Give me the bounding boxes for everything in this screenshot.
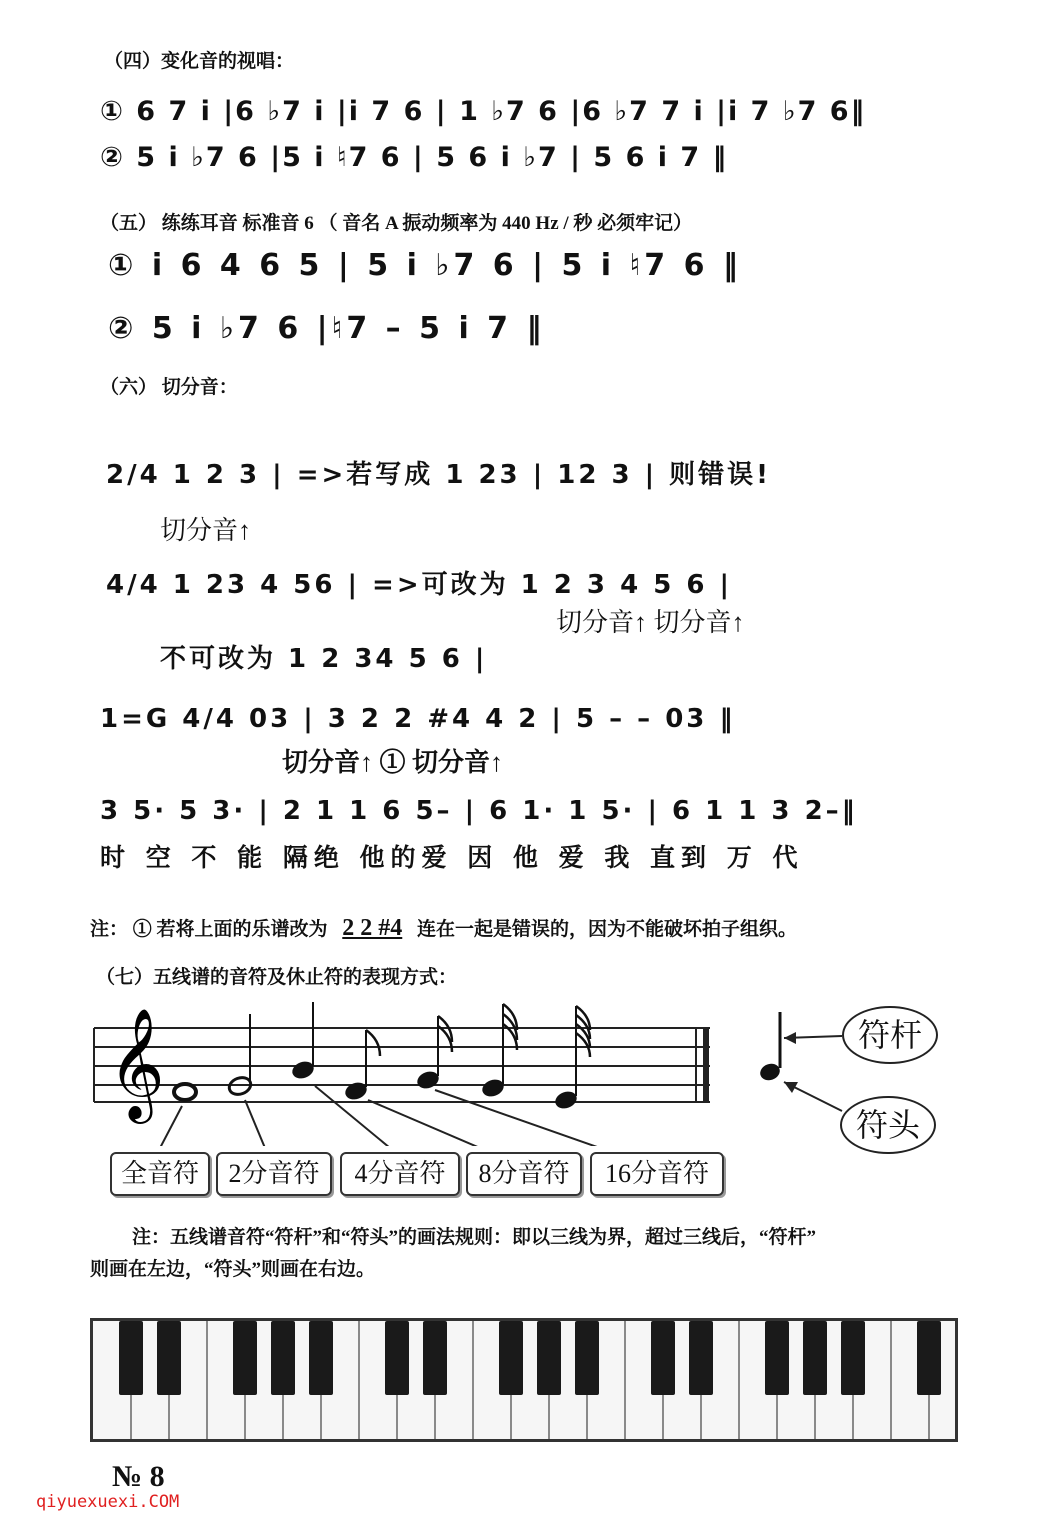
note-1-notes: 2 2 #4 xyxy=(342,915,403,941)
label-arrows xyxy=(160,1086,600,1146)
treble-clef-icon: 𝄞 xyxy=(108,1007,165,1119)
stem-label: 符杆 xyxy=(842,1006,938,1064)
head-label: 符头 xyxy=(840,1096,936,1154)
piano-keys xyxy=(93,1321,955,1439)
section-7-heading: （七）五线谱的音符及休止符的表现方式： xyxy=(96,967,458,988)
syncopation-example-2: 4/4 1 23 4 56 | =>可改为 1 2 3 4 5 6 | xyxy=(106,570,733,600)
note-1-suffix: 连在一起是错误的，因为不能破坏拍子组织。 xyxy=(417,919,798,940)
section-5-line-2: ② 5 i ♭7 6 |♮7 – 5 i 7 ‖ xyxy=(108,311,546,346)
syncopation-label-3: 切分音↑ ① 切分音↑ xyxy=(282,748,504,777)
syncopation-label-1: 切分音↑ xyxy=(160,516,252,545)
melody-line: 3 5· 5 3· | 2 1 1 6 5– | 6 1· 1 5· | 6 1 1 3 2–‖ xyxy=(100,796,858,826)
note-2-line-1: 注：五线谱音符“符杆”和“符头”的画法规则：即以三线为界，超过三线后，“符杆” xyxy=(132,1227,817,1248)
label-half-note: 2分音符 xyxy=(216,1152,332,1196)
piano-keyboard-figure xyxy=(90,1318,958,1442)
syncopation-example-3: 1=G 4/4 03 | 3 2 2 #4 4 2 | 5 – – 03 ‖ xyxy=(100,704,736,734)
section-4-heading: （四）变化音的视唱： xyxy=(104,51,295,72)
staff-lines xyxy=(94,1028,710,1102)
section-6-heading: （六） 切分音： xyxy=(100,377,238,398)
syncopation-alt: 不可改为 1 2 34 5 6 | xyxy=(160,644,488,674)
note-1 xyxy=(90,914,797,942)
label-eighth-note: 8分音符 xyxy=(466,1152,582,1196)
watermark: qiyuexuexi.COM xyxy=(36,1492,180,1512)
section-4-line-1: ① 6 7 i |6 ♭7 i |i 7 6 | 1 ♭7 6 |6 ♭7 7 i |i 7 ♭7 6‖ xyxy=(100,96,867,127)
sixty-fourth-note-icon xyxy=(553,1006,590,1111)
black-keys xyxy=(119,1321,941,1395)
stem-head-illustration xyxy=(758,1012,842,1111)
syncopation-label-2: 切分音↑ 切分音↑ xyxy=(556,608,745,637)
syncopation-example-1: 2/4 1 2 3 | =>若写成 1 23 | 12 3 | 则错误! xyxy=(106,460,772,490)
label-quarter-note: 4分音符 xyxy=(340,1152,460,1196)
label-whole-note: 全音符 xyxy=(110,1152,210,1196)
note-2-line-2: 则画在左边，“符头”则画在右边。 xyxy=(90,1259,376,1280)
whole-note-icon xyxy=(174,1084,196,1100)
page-number: № 8 xyxy=(112,1460,165,1493)
section-5-heading: （五） 练练耳音 标准音 6 （ 音名 A 振动频率为 440 Hz / 秒 必须牢记） xyxy=(100,213,693,234)
staff-notation-figure xyxy=(90,996,950,1146)
label-sixteenth-note: 16分音符 xyxy=(590,1152,724,1196)
note-1-prefix: 注： ① 若将上面的乐谱改为 xyxy=(90,919,328,940)
lyrics-line: 时 空 不 能 隔绝 他的爱 因 他 爱 我 直到 万 代 xyxy=(100,843,804,872)
section-5-line-1: ① i 6 4 6 5 | 5 i ♭7 6 | 5 i ♮7 6 ‖ xyxy=(108,248,742,283)
section-4-line-2: ② 5 i ♭7 6 |5 i ♮7 6 | 5 6 i ♭7 | 5 6 i 7 ‖ xyxy=(100,142,729,173)
